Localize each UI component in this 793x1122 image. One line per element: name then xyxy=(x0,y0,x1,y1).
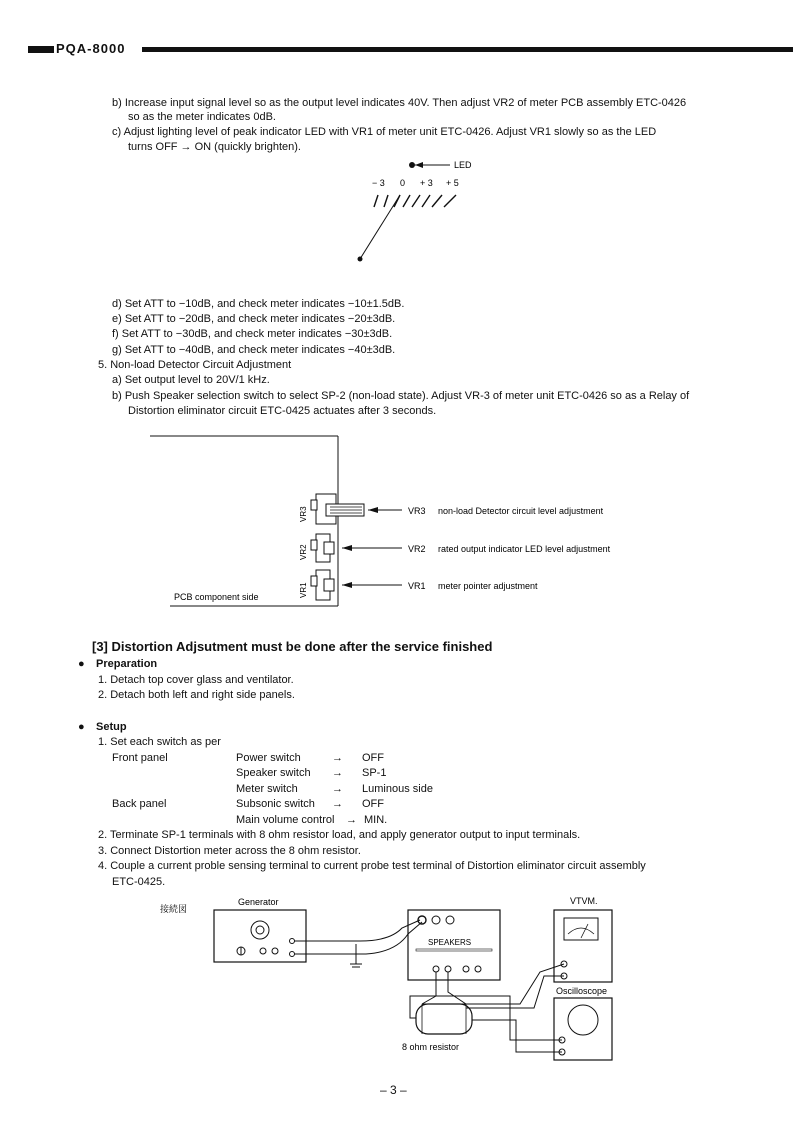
header-block-mark xyxy=(28,46,54,53)
meter-pointer xyxy=(360,195,400,259)
switch-arrow-speaker: → xyxy=(332,767,343,779)
led-dot-icon xyxy=(409,162,415,168)
switch-name-power: Power switch xyxy=(236,752,301,764)
scale-label-p3: + 3 xyxy=(420,178,433,188)
nonload-step-a: a) Set output level to 20V/1 kHz. xyxy=(112,374,270,386)
page-number: – 3 – xyxy=(380,1083,407,1097)
switch-value-meter: Luminous side xyxy=(362,783,433,795)
switch-value-speaker: SP-1 xyxy=(362,767,387,779)
back-panel-label: Back panel xyxy=(112,798,167,810)
prep-bullet: ● xyxy=(78,658,85,670)
led-label: LED xyxy=(454,160,472,170)
prep-item-1: 1. Detach top cover glass and ventilator. xyxy=(98,674,294,686)
meter-scale-diagram xyxy=(340,155,500,270)
sp1-terminal-a xyxy=(433,966,439,972)
speakers-label: SPEAKERS xyxy=(428,938,472,947)
setup-step-3: 3. Connect Distortion meter across the 8 ohm resistor. xyxy=(98,845,361,857)
scale-ticks xyxy=(374,195,456,207)
sp1-terminal-b xyxy=(445,966,451,972)
meter-step-c: c) Adjust lighting level of peak indicator LED with VR1 of meter unit ETC-0426. Adjust VR1 slowly so as the LED xyxy=(112,126,657,138)
meter-step-b: b) Increase input signal level so as the output level indicates 40V. Then adjust VR2 of meter PCB assembly ETC-0426 xyxy=(112,97,687,109)
setup-step-4-cont: ETC-0425. xyxy=(112,876,166,888)
nonload-step-b-cont: Distortion eliminator circuit ETC-0425 actuates after 3 seconds. xyxy=(128,405,437,417)
switch-value-volume: MIN. xyxy=(364,814,388,826)
vr3-tag: VR3 xyxy=(299,506,308,522)
front-panel-label: Front panel xyxy=(112,752,168,764)
setup-step-2: 2. Terminate SP-1 terminals with 8 ohm resistor load, and apply generator output to input terminals. xyxy=(98,829,581,841)
meter-step-d: d) Set ATT to −10dB, and check meter indicates −10±1.5dB. xyxy=(112,298,405,310)
resistor-body xyxy=(416,1004,472,1034)
pcb-side-label: PCB component side xyxy=(174,592,259,602)
switch-name-speaker: Speaker switch xyxy=(236,767,311,779)
vr2-tag: VR2 xyxy=(299,544,308,560)
vr3-name: VR3 xyxy=(408,506,426,516)
switch-name-volume: Main volume control xyxy=(236,814,335,826)
switch-arrow-meter: → xyxy=(332,783,343,795)
setup-bullet: ● xyxy=(78,721,85,733)
prep-title: Preparation xyxy=(96,658,158,670)
vr2-desc: rated output indicator LED level adjustment xyxy=(438,544,611,554)
generator-label: Generator xyxy=(238,897,279,907)
nonload-title: 5. Non-load Detector Circuit Adjustment xyxy=(98,359,292,371)
scale-label-m3: − 3 xyxy=(372,178,385,188)
connection-diagram xyxy=(140,892,640,1062)
setup-step-4: 4. Couple a current proble sensing terminal to current probe test terminal of Distortion eliminator circuit assembly xyxy=(98,860,646,872)
header-rule xyxy=(142,47,793,52)
vtvm-label: VTVM. xyxy=(570,896,598,906)
nonload-step-b: b) Push Speaker selection switch to select SP-2 (non-load state). Adjust VR-3 of meter unit ETC-0426 so as a Relay of xyxy=(112,390,690,402)
switch-name-subsonic: Subsonic switch xyxy=(236,798,315,810)
meter-step-g: g) Set ATT to −40dB, and check meter indicates −40±3dB. xyxy=(112,344,396,356)
model-name: PQA-8000 xyxy=(56,41,126,56)
meter-step-b-cont: so as the meter indicates 0dB. xyxy=(128,111,276,123)
meter-step-f: f) Set ATT to −30dB, and check meter indicates −30±3dB. xyxy=(112,328,393,340)
switch-arrow-subsonic: → xyxy=(332,798,343,810)
pcb-diagram xyxy=(150,430,650,610)
setup-title: Setup xyxy=(96,721,127,733)
vr1-tag: VR1 xyxy=(299,582,308,598)
vr2-name: VR2 xyxy=(408,544,426,554)
connection-caption: 接続図 xyxy=(160,904,188,914)
scale-label-p5: + 5 xyxy=(446,178,459,188)
scale-label-0: 0 xyxy=(400,178,406,188)
meter-step-e: e) Set ATT to −20dB, and check meter indicates −20±3dB. xyxy=(112,313,396,325)
switch-arrow-volume: → xyxy=(346,814,357,826)
vtvm-meter-icon xyxy=(564,918,598,940)
prep-item-2: 2. Detach both left and right side panels. xyxy=(98,689,295,701)
switch-arrow-power: → xyxy=(332,752,343,764)
vr1-desc: meter pointer adjustment xyxy=(438,581,538,591)
switch-value-subsonic: OFF xyxy=(362,798,384,810)
oscilloscope-label: Oscilloscope xyxy=(556,986,608,996)
oscilloscope-screen-icon xyxy=(568,1005,598,1035)
page-header xyxy=(0,41,793,56)
resistor-label: 8 ohm resistor xyxy=(402,1042,460,1052)
setup-intro: 1. Set each switch as per xyxy=(98,736,221,748)
pointer-pivot xyxy=(358,257,363,262)
section3-heading: [3] Distortion Adjsutment must be done after the service finished xyxy=(92,639,493,654)
generator-output-terminal xyxy=(290,939,295,944)
switch-name-meter: Meter switch xyxy=(236,783,298,795)
meter-step-c-cont: turns OFF → ON (quickly brighten). xyxy=(128,141,301,153)
vr1-name: VR1 xyxy=(408,581,426,591)
vr3-desc: non-load Detector circuit level adjustment xyxy=(438,506,604,516)
switch-value-power: OFF xyxy=(362,752,384,764)
